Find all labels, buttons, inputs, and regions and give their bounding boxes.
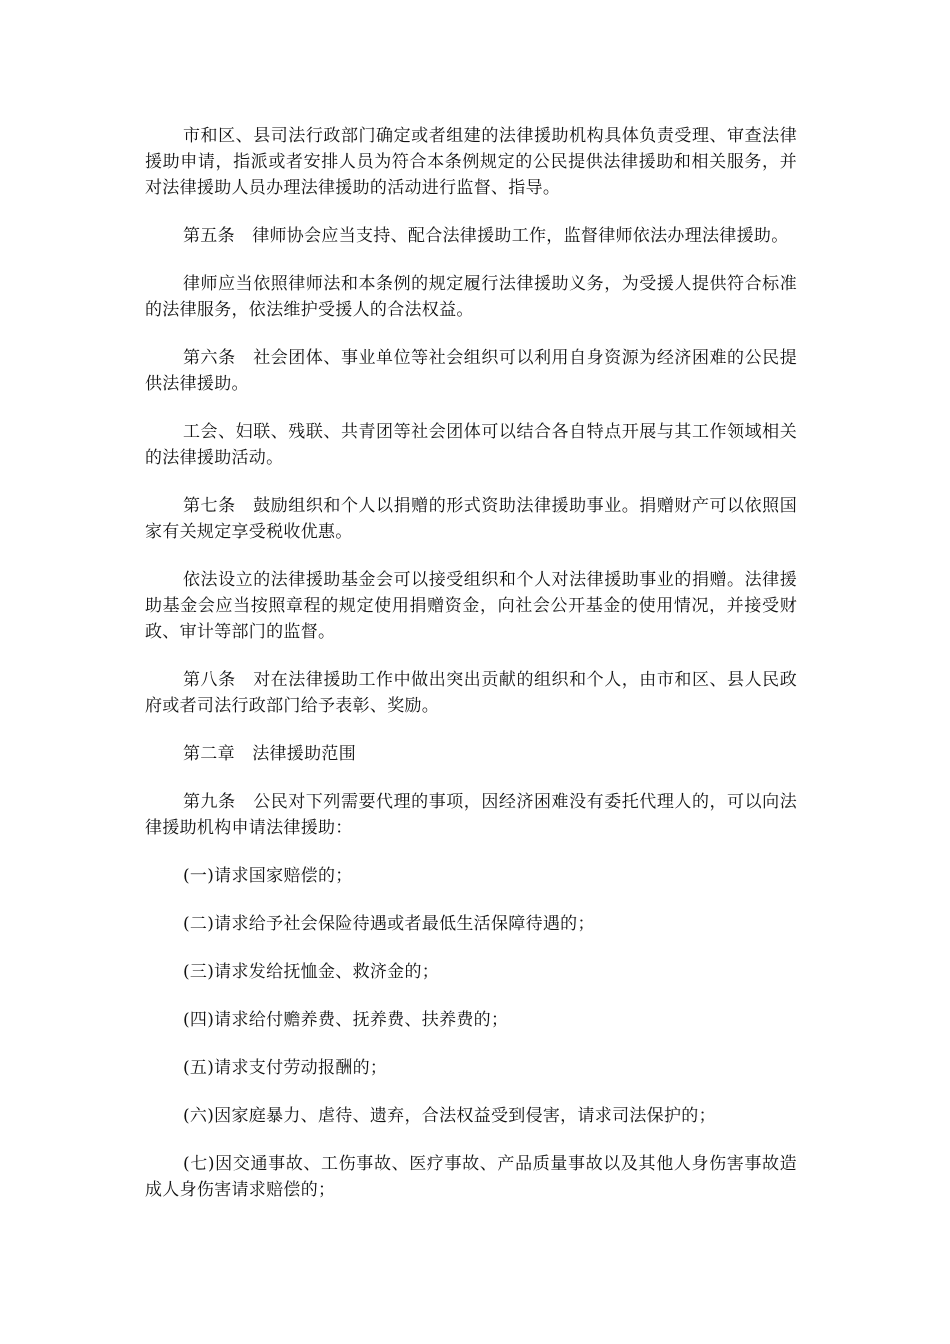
list-item: (三)请求发给抚恤金、救济金的；	[183, 962, 440, 982]
list-item: (二)请求给予社会保险待遇或者最低生活保障待遇的；	[183, 914, 595, 934]
article-9-paragraph: 第九条 公民对下列需要代理的事项，因经济困难没有委托代理人的，可以向法律援助机构申请法律援助：	[145, 792, 797, 838]
article-5-paragraph: 第五条 律师协会应当支持、配合法律援助工作，监督律师依法办理法律援助。	[183, 226, 789, 246]
list-item: (七)因交通事故、工伤事故、医疗事故、产品质量事故以及其他人身伤害事故造成人身伤害请求赔偿的；	[145, 1154, 797, 1200]
article-8-paragraph: 第八条 对在法律援助工作中做出突出贡献的组织和个人，由市和区、县人民政府或者司法行政部门给予表彰、奖励。	[145, 670, 797, 716]
paragraph: 市和区、县司法行政部门确定或者组建的法律援助机构具体负责受理、审查法律援助申请，指派或者安排人员为符合本条例规定的公民提供法律援助和相关服务，并对法律援助人员办理法律援助的活动进行监督、指导。	[145, 126, 797, 198]
list-item: (五)请求支付劳动报酬的；	[183, 1058, 388, 1078]
article-6-paragraph: 第六条 社会团体、事业单位等社会组织可以利用自身资源为经济困难的公民提供法律援助。	[145, 348, 797, 394]
list-item: (四)请求给付赡养费、抚养费、扶养费的；	[183, 1010, 509, 1030]
article-7-paragraph: 第七条 鼓励组织和个人以捐赠的形式资助法律援助事业。捐赠财产可以依照国家有关规定享受税收优惠。	[145, 496, 797, 542]
paragraph: 律师应当依照律师法和本条例的规定履行法律援助义务，为受援人提供符合标准的法律服务，依法维护受援人的合法权益。	[145, 274, 797, 320]
list-item: (一)请求国家赔偿的；	[183, 866, 353, 886]
paragraph: 工会、妇联、残联、共青团等社会团体可以结合各自特点开展与其工作领域相关的法律援助活动。	[145, 422, 797, 468]
chapter-heading: 第二章 法律援助范围	[183, 744, 356, 764]
document-body	[145, 123, 797, 1225]
paragraph: 依法设立的法律援助基金会可以接受组织和个人对法律援助事业的捐赠。法律援助基金会应当按照章程的规定使用捐赠资金，向社会公开基金的使用情况，并接受财政、审计等部门的监督。	[145, 570, 797, 642]
list-item: (六)因家庭暴力、虐待、遗弃，合法权益受到侵害，请求司法保护的；	[183, 1106, 716, 1126]
